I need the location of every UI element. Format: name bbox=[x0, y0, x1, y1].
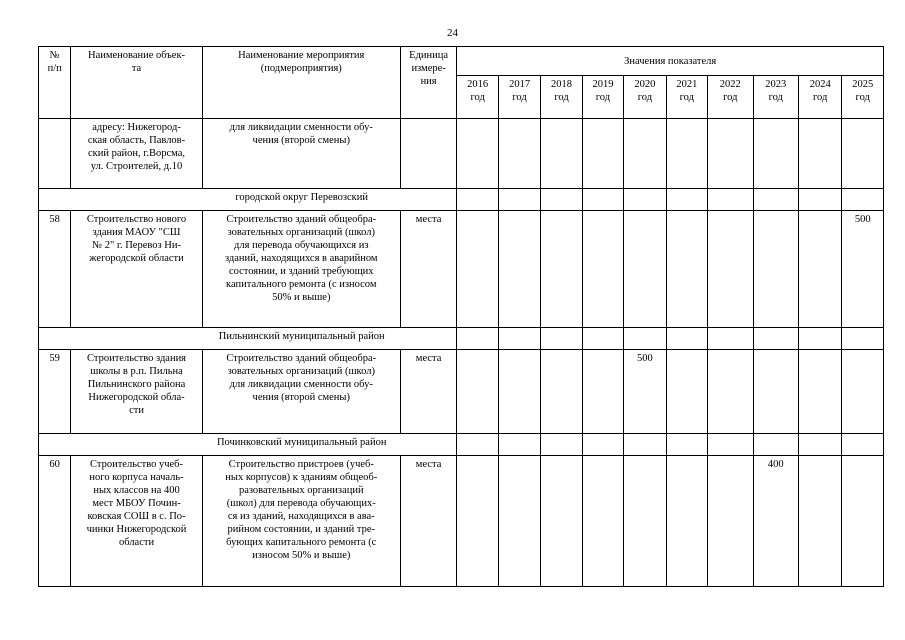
section-row bbox=[39, 328, 884, 350]
value-cell bbox=[798, 350, 841, 434]
section-value-cell bbox=[541, 328, 582, 350]
section-value-cell bbox=[457, 189, 498, 211]
section-value-cell bbox=[798, 189, 841, 211]
section-value-cell bbox=[666, 328, 707, 350]
section-value-cell bbox=[666, 434, 707, 456]
value-cell bbox=[842, 119, 884, 189]
section-row bbox=[39, 189, 884, 211]
section-value-cell bbox=[498, 189, 540, 211]
value-cell bbox=[753, 119, 798, 189]
value-cell bbox=[708, 119, 753, 189]
table-row bbox=[39, 350, 884, 434]
section-value-cell bbox=[582, 434, 623, 456]
value-cell bbox=[582, 350, 623, 434]
section-value-cell bbox=[798, 328, 841, 350]
value-cell bbox=[498, 119, 540, 189]
value-cell bbox=[498, 456, 540, 587]
value-cell bbox=[842, 350, 884, 434]
section-value-cell bbox=[666, 189, 707, 211]
value-cell bbox=[457, 211, 498, 328]
header-row bbox=[39, 47, 884, 76]
row-number bbox=[39, 119, 71, 189]
page-number: 24 bbox=[447, 27, 458, 39]
section-value-cell bbox=[457, 434, 498, 456]
unit-cell bbox=[400, 119, 457, 189]
object-name: адресу: Нижегород- ская область, Павлов- ский район, г.Ворсма, ул. Строителей, д.10 bbox=[71, 119, 202, 189]
row-number: 60 bbox=[39, 456, 71, 587]
section-value-cell bbox=[842, 328, 884, 350]
value-cell bbox=[582, 211, 623, 328]
object-name: Строительство учеб- ного корпуса началь- ных классов на 400 мест МБОУ Почин- ковская СОШ в с. По- чинки Нижегородской области bbox=[71, 456, 202, 587]
value-cell bbox=[708, 211, 753, 328]
unit-cell: места bbox=[400, 350, 457, 434]
row-number: 58 bbox=[39, 211, 71, 328]
section-value-cell bbox=[498, 434, 540, 456]
header-values: Значения показателя bbox=[457, 47, 884, 76]
measure-name: Строительство пристроев (учеб- ных корпусов) к зданиям общеоб- разовательных организаций (школ) для перевода обучающих- ся из зданий, находящихся в ава- рийном состоянии, и зданий тре- бующих капитального ремонта (с износом 50% и выше) bbox=[202, 456, 400, 587]
header-year: 2021 год bbox=[666, 76, 707, 119]
value-cell bbox=[457, 119, 498, 189]
measure-name: для ликвидации сменности обу- чения (второй смены) bbox=[202, 119, 400, 189]
value-cell: 400 bbox=[753, 456, 798, 587]
value-cell: 500 bbox=[624, 350, 666, 434]
measure-name: Строительство зданий общеобра- зовательных организаций (школ) для ликвидации сменности обу- чения (второй смены) bbox=[202, 350, 400, 434]
section-label: городской округ Перевозский bbox=[235, 192, 369, 203]
header-year: 2022 год bbox=[708, 76, 753, 119]
value-cell bbox=[753, 350, 798, 434]
header-measure: Наименование мероприятия (подмероприятия) bbox=[202, 47, 400, 119]
indicator-table bbox=[38, 46, 884, 587]
value-cell bbox=[541, 456, 582, 587]
section-value-cell bbox=[541, 189, 582, 211]
object-name: Строительство здания школы в р.п. Пильна Пильнинского района Нижегородской обла- сти bbox=[71, 350, 202, 434]
header-year: 2023 год bbox=[753, 76, 798, 119]
section-value-cell bbox=[708, 189, 753, 211]
value-cell bbox=[798, 211, 841, 328]
value-cell bbox=[498, 211, 540, 328]
value-cell bbox=[798, 119, 841, 189]
section-value-cell bbox=[753, 434, 798, 456]
header-unit: Единица измере- ния bbox=[400, 47, 457, 119]
value-cell bbox=[624, 456, 666, 587]
value-cell bbox=[753, 211, 798, 328]
section-value-cell bbox=[624, 434, 666, 456]
value-cell bbox=[541, 119, 582, 189]
value-cell bbox=[708, 456, 753, 587]
section-value-cell bbox=[624, 189, 666, 211]
section-row bbox=[39, 434, 884, 456]
section-value-cell bbox=[582, 328, 623, 350]
section-cell bbox=[39, 189, 457, 211]
value-cell bbox=[666, 211, 707, 328]
measure-name: Строительство зданий общеобра- зовательных организаций (школ) для перевода обучающихся из зданий, находящихся в аварийном состоянии, и зданий требующих капитального ремонта (с износом 50% и выше) bbox=[202, 211, 400, 328]
table-row bbox=[39, 119, 884, 189]
header-year: 2024 год bbox=[798, 76, 841, 119]
value-cell bbox=[498, 350, 540, 434]
object-name: Строительство нового здания МАОУ "СШ № 2" г. Перевоз Ни- жегородской области bbox=[71, 211, 202, 328]
section-value-cell bbox=[582, 189, 623, 211]
value-cell bbox=[798, 456, 841, 587]
header-num: № п/п bbox=[39, 47, 71, 119]
header-year: 2025 год bbox=[842, 76, 884, 119]
value-cell bbox=[842, 456, 884, 587]
section-label: Починковский муниципальный район bbox=[216, 437, 387, 448]
value-cell bbox=[582, 119, 623, 189]
header-year: 2020 год bbox=[624, 76, 666, 119]
section-value-cell bbox=[457, 328, 498, 350]
row-number: 59 bbox=[39, 350, 71, 434]
section-value-cell bbox=[842, 189, 884, 211]
header-year: 2017 год bbox=[498, 76, 540, 119]
section-value-cell bbox=[541, 434, 582, 456]
value-cell bbox=[666, 119, 707, 189]
table-row bbox=[39, 211, 884, 328]
section-value-cell bbox=[498, 328, 540, 350]
value-cell bbox=[666, 456, 707, 587]
value-cell bbox=[541, 211, 582, 328]
section-value-cell bbox=[753, 189, 798, 211]
value-cell bbox=[457, 350, 498, 434]
unit-cell: места bbox=[400, 211, 457, 328]
section-value-cell bbox=[842, 434, 884, 456]
header-year: 2019 год bbox=[582, 76, 623, 119]
header-object: Наименование объек- та bbox=[71, 47, 202, 119]
header-year: 2018 год bbox=[541, 76, 582, 119]
section-value-cell bbox=[624, 328, 666, 350]
table-row bbox=[39, 456, 884, 587]
unit-cell: места bbox=[400, 456, 457, 587]
section-label: Пильнинский муниципальный район bbox=[218, 331, 385, 342]
section-value-cell bbox=[753, 328, 798, 350]
value-cell bbox=[582, 456, 623, 587]
section-value-cell bbox=[708, 434, 753, 456]
value-cell bbox=[541, 350, 582, 434]
value-cell bbox=[624, 119, 666, 189]
value-cell bbox=[457, 456, 498, 587]
value-cell bbox=[666, 350, 707, 434]
section-value-cell bbox=[798, 434, 841, 456]
value-cell bbox=[708, 350, 753, 434]
value-cell: 500 bbox=[842, 211, 884, 328]
value-cell bbox=[624, 211, 666, 328]
section-value-cell bbox=[708, 328, 753, 350]
section-cell bbox=[39, 328, 457, 350]
header-year: 2016 год bbox=[457, 76, 498, 119]
section-cell bbox=[39, 434, 457, 456]
